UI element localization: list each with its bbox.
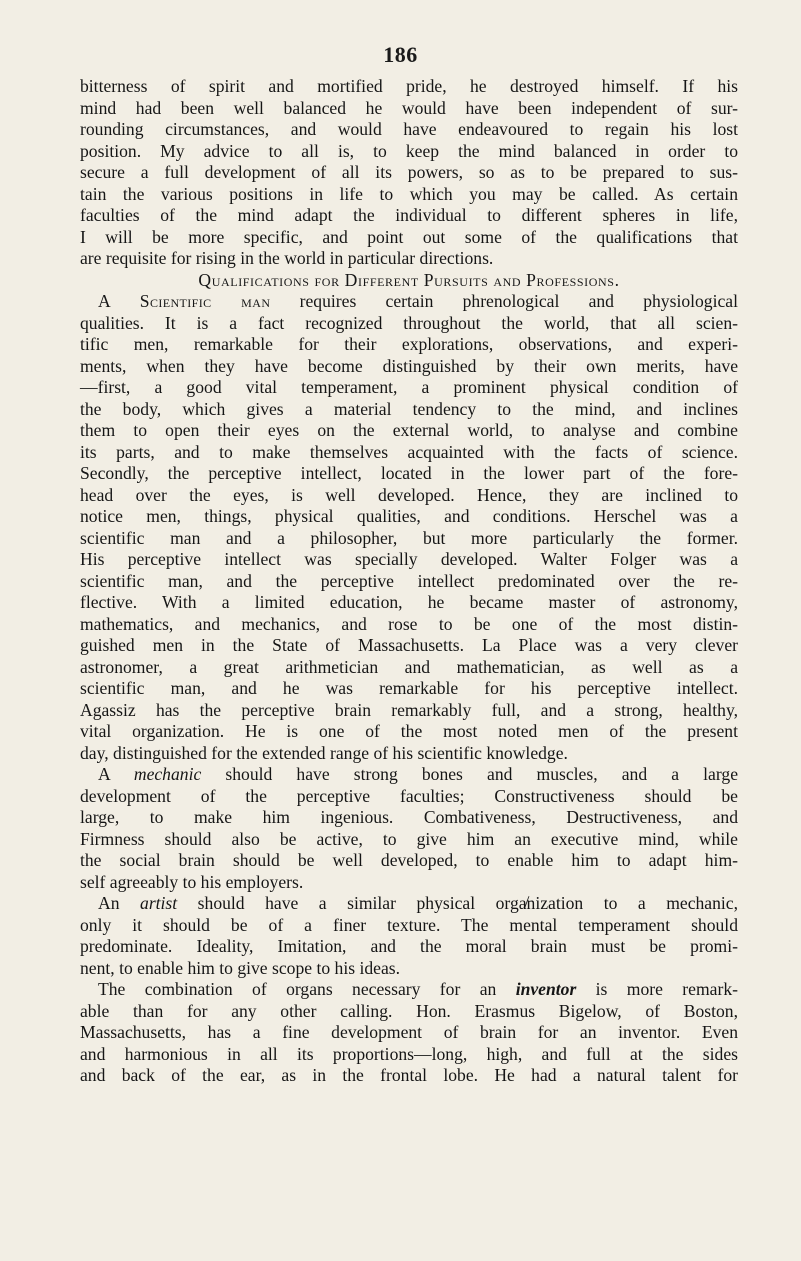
paragraph-scientific-man: [80, 291, 738, 764]
text-line: notice men, things, physical qualities, and conditions. Herschel was a: [80, 506, 738, 526]
text-line: His perceptive intellect was specially developed. Walter Folger was a: [80, 549, 738, 569]
text-line: rounding circumstances, and would have endeavoured to regain his lost: [80, 119, 738, 139]
text-line: large, to make him ingenious. Combativeness, Destructiveness, and: [80, 807, 738, 827]
text-line: self agreeably to his employers.: [80, 871, 304, 892]
text-line: mathematics, and mechanics, and rose to be one of the most distin-: [80, 613, 738, 634]
text-line: scientific man, and the perceptive intellect predominated over the re-: [80, 570, 738, 591]
text-line: them to open their eyes on the external world, to analyse and combine: [80, 420, 738, 440]
paragraph-inventor: [80, 979, 738, 1087]
text-line: scientific man and a philosopher, but more particularly the former.: [80, 527, 738, 548]
text-line: its parts, and to make themselves acquainted with the facts of science.: [80, 441, 738, 462]
text-line: scientific man, and he was remarkable for his perceptive intellect.: [80, 678, 738, 698]
text-line: Secondly, the perceptive intellect, located in the lower part of the fore-: [80, 463, 738, 483]
paragraph-artist: [80, 893, 738, 979]
text-line: secure a full development of all its powers, so as to be prepared to sus-: [80, 162, 738, 182]
text-line: mind had been well balanced he would have been independent of sur-: [80, 97, 738, 118]
page-number: 186: [383, 42, 418, 67]
text-line: [80, 979, 738, 1001]
page-body-text: [80, 76, 738, 1087]
text-line: only it should be of a finer texture. The mental temperament should: [80, 914, 738, 935]
text-line: position. My advice to all is, to keep the mind balanced in order to: [80, 140, 738, 161]
text-line: Firmness should also be active, to give him an executive mind, while: [80, 828, 738, 849]
text-line: and back of the ear, as in the frontal lobe. He had a natural talent for: [80, 1065, 738, 1085]
text-line: able than for any other calling. Hon. Erasmus Bigelow, of Boston,: [80, 1000, 738, 1021]
text-fragment: The combination of organs necessary for an: [98, 979, 516, 999]
text-line: flective. With a limited education, he became master of astronomy,: [80, 592, 738, 612]
paragraph-mechanic: [80, 764, 738, 893]
section-heading: Qualifications for Different Pursuits and Professions.: [198, 269, 620, 290]
text-line: and harmonious in all its proportions—long, high, and full at the sides: [80, 1043, 738, 1064]
scientific-man-term: A Scientific man: [98, 291, 271, 311]
text-line: [80, 893, 738, 915]
text-line: astronomer, a great arithmetician and mathematician, as well as a: [80, 656, 738, 677]
text-line: bitterness of spirit and mortified pride, he destroyed himself. If his: [80, 76, 738, 96]
text-line: [80, 291, 738, 313]
artist-term: artist: [140, 893, 178, 913]
text-line: development of the perceptive faculties; Constructiveness should be: [80, 785, 738, 806]
text-fragment: requires certain phrenological and physiological: [270, 291, 739, 311]
text-line: head over the eyes, is well developed. Hence, they are inclined to: [80, 484, 738, 505]
text-fragment: is more remark-: [576, 979, 738, 999]
text-line: I will be more specific, and point out some of the qualifications that: [80, 226, 738, 247]
text-line: guished men in the State of Massachusetts. La Place was a very clever: [80, 635, 738, 655]
text-line: qualities. It is a fact recognized throughout the world, that all scien-: [80, 312, 738, 333]
text-line: nent, to enable him to give scope to his ideas.: [80, 957, 401, 978]
paragraph-1: [80, 76, 738, 270]
text-line: are requisite for rising in the world in particular directions.: [80, 248, 494, 268]
inventor-term: inventor: [515, 979, 577, 999]
text-fragment: should have strong bones and muscles, and a large: [201, 764, 738, 784]
text-line: Agassiz has the perceptive brain remarkably full, and a strong, healthy,: [80, 699, 738, 720]
text-line: ments, when they have become distinguished by their own merits, have: [80, 355, 738, 376]
text-line: [80, 764, 738, 786]
text-line: —first, a good vital temperament, a prominent physical condition of: [80, 377, 738, 397]
text-line: day, distinguished for the extended range of his scientific knowledge.: [80, 742, 568, 763]
text-line: Massachusetts, has a fine development of brain for an inventor. Even: [80, 1022, 738, 1042]
text-line: tific men, remarkable for their explorations, observations, and experi-: [80, 334, 738, 354]
text-fragment: A: [98, 764, 134, 784]
text-line: the social brain should be well developed, to enable him to adapt him-: [80, 850, 738, 870]
text-fragment: should have a similar physical orga̸nization to a mechanic,: [177, 893, 739, 913]
text-line: predominate. Ideality, Imitation, and the moral brain must be promi-: [80, 936, 738, 956]
text-fragment: An: [98, 893, 141, 913]
text-line: vital organization. He is one of the most noted men of the present: [80, 721, 738, 741]
text-line: faculties of the mind adapt the individual to different spheres in life,: [80, 205, 738, 225]
mechanic-term: mechanic: [133, 764, 202, 784]
text-line: tain the various positions in life to which you may be called. As certain: [80, 183, 738, 204]
text-line: the body, which gives a material tendency to the mind, and inclines: [80, 398, 738, 419]
